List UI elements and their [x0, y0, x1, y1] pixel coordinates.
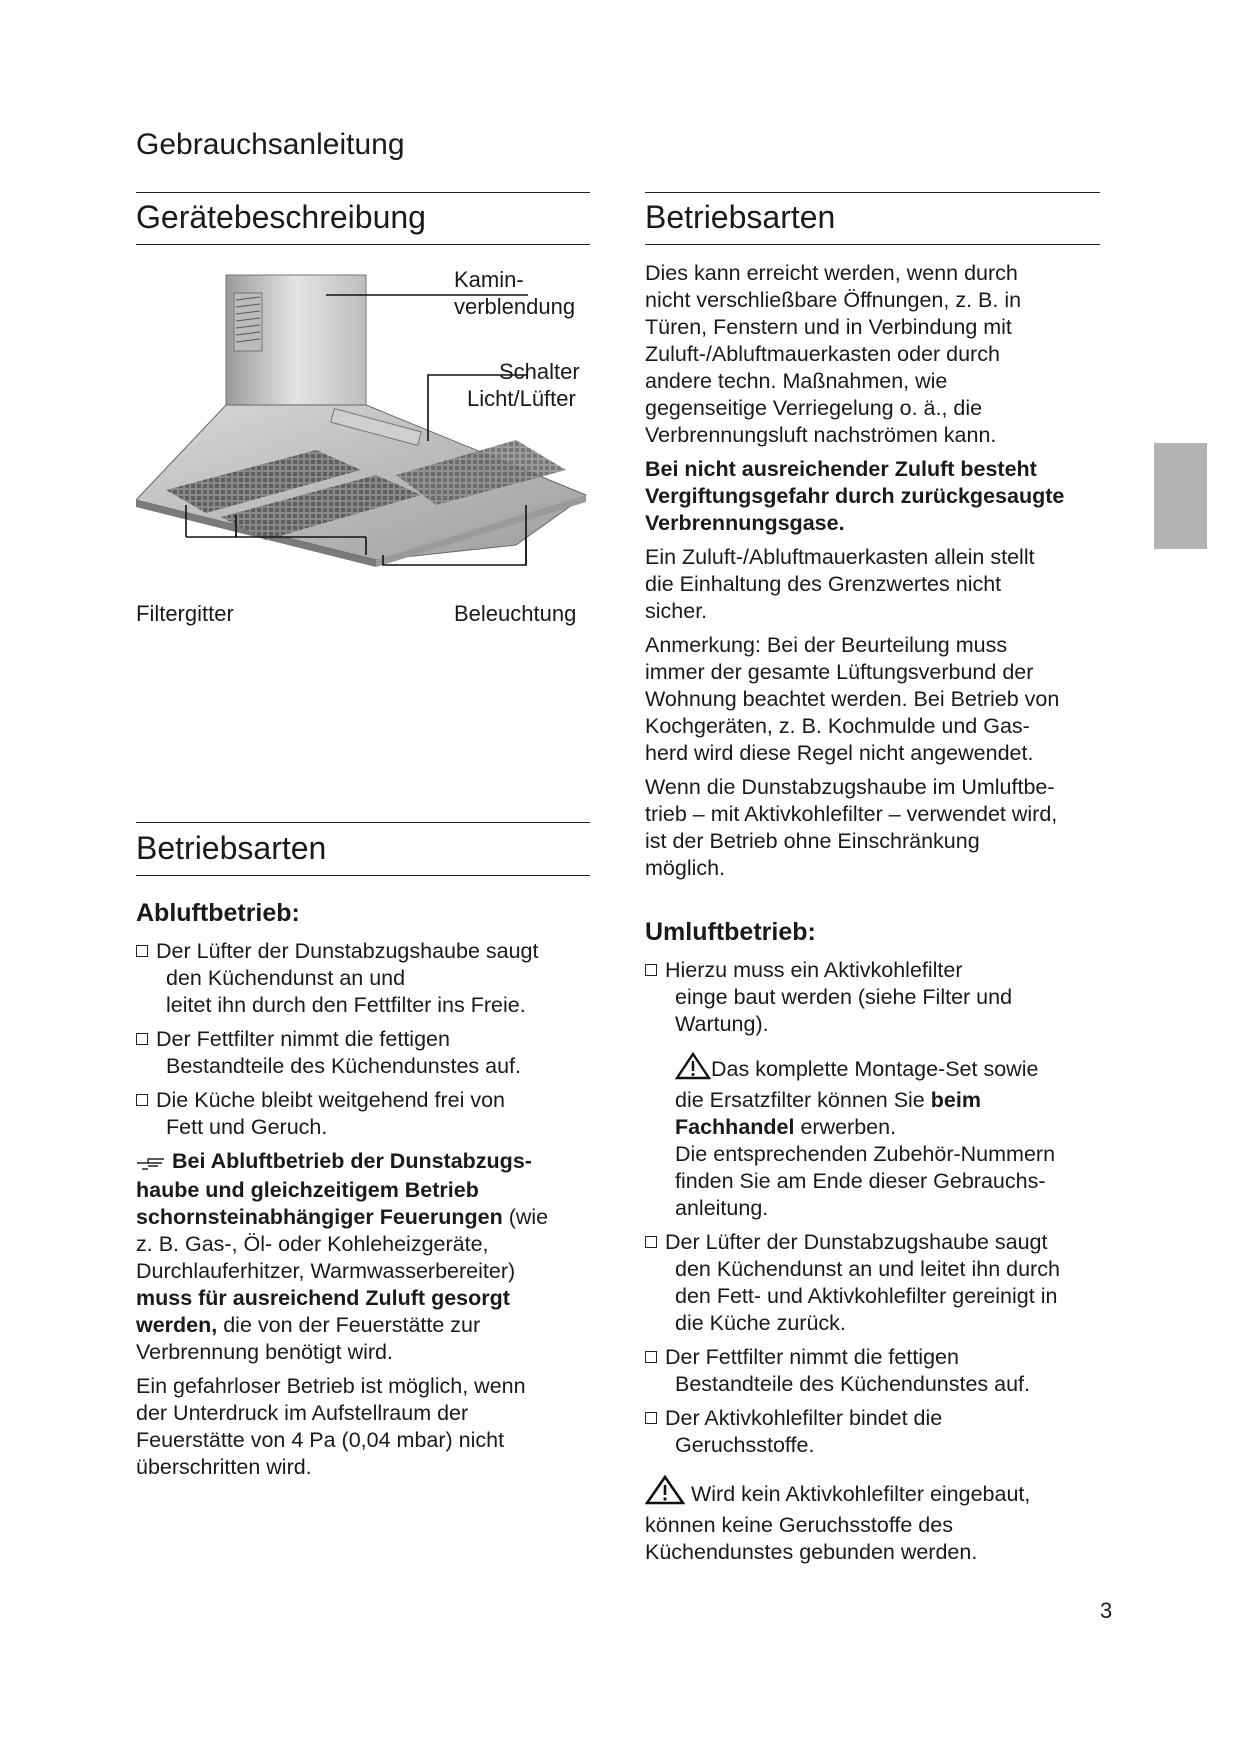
label-beleuchtung: Beleuchtung — [454, 601, 577, 626]
section-title-betriebsarten-right: Betriebsarten — [645, 199, 836, 235]
checkbox-icon — [645, 1412, 657, 1424]
final-warning: Wird kein Aktivkohlefilter eingebaut, können keine Geruchsstoffe des Küchendunstes gebunden werden. — [645, 1475, 1100, 1566]
paragraph-mauerkasten: Ein Zuluft-/Abluftmauerkasten allein stellt die Einhaltung des Grenzwertes nicht sicher. — [645, 545, 1035, 623]
pointing-hand-icon — [136, 1150, 166, 1177]
divider — [136, 244, 590, 245]
checkbox-icon — [136, 1094, 148, 1106]
list-item: Der Aktivkohlefilter bindet die Geruchsstoffe. — [645, 1405, 1100, 1459]
checkbox-icon — [645, 964, 657, 976]
side-section-tab — [1154, 443, 1207, 549]
divider — [136, 822, 590, 823]
warning-triangle-icon — [645, 1475, 685, 1512]
divider — [645, 192, 1100, 193]
list-item: Der Fettfilter nimmt die fettigen Bestandteile des Küchendunstes auf. — [645, 1344, 1100, 1398]
label-kaminverblendung-2: verblendung — [454, 294, 576, 319]
paragraph-anmerkung: Anmerkung: Bei der Beurteilung muss immer der gesamte Lüftungsverbund der Wohnung beachtet werden. Bei Betrieb von Kochgeräten, z. B. Kochmulde und Gas- herd wird diese Regel nicht angewendet. — [645, 633, 1060, 765]
left-column-text — [136, 899, 591, 1481]
right-column-text — [645, 260, 1100, 1566]
warning-triangle-icon — [675, 1052, 711, 1087]
document-title: Gebrauchsanleitung — [136, 128, 405, 161]
list-item: Die Küche bleibt weitgehend frei von Fett und Geruch. — [136, 1087, 591, 1141]
label-kaminverblendung-1: Kamin- — [454, 267, 524, 292]
warning-vergiftungsgefahr: Bei nicht ausreichender Zuluft besteht Vergiftungsgefahr durch zurückgesaugte Verbrennungsgase. — [645, 457, 1065, 535]
section-title-betriebsarten-left: Betriebsarten — [136, 830, 327, 866]
abluft-note: Bei Abluftbetrieb der Dunstabzugs- haube und gleichzeitigem Betrieb schornsteinabhängiger Feuerungen (wie z. B. Gas-, Öl- oder Kohleheizgeräte, Durchlauferhitzer, Warmwasserbereiter) muss für ausreichend Zuluft gesorgt werden, die von der Feuerstätte zur Verbrennung benötigt wird. — [136, 1149, 549, 1364]
section-title-geraetebeschreibung: Gerätebeschreibung — [136, 199, 426, 235]
list-item: Der Lüfter der Dunstabzugshaube saugt den Küchendunst an und leitet ihn durch den Fettfilter ins Freie. — [136, 938, 591, 1019]
list-item: Der Fettfilter nimmt die fettigen Bestandteile des Küchendunstes auf. — [136, 1026, 591, 1080]
list-item: Der Lüfter der Dunstabzugshaube saugt den Küchendunst an und leitet ihn durch den Fett- und Aktivkohlefilter gereinigt in die Küche zurück. — [645, 1229, 1100, 1337]
label-filtergitter: Filtergitter — [136, 601, 234, 626]
paragraph-umluftbetrieb-info: Wenn die Dunstabzugshaube im Umluftbe- trieb – mit Aktivkohlefilter – verwendet wird, ist der Betrieb ohne Einschränkung möglich. — [645, 775, 1058, 880]
paragraph-gefahrloser-betrieb: Ein gefahrloser Betrieb ist möglich, wenn der Unterdruck im Aufstellraum der Feuerstätte von 4 Pa (0,04 mbar) nicht überschritten wird. — [136, 1374, 526, 1479]
checkbox-icon — [136, 1033, 148, 1045]
page-number: 3 — [1100, 1598, 1113, 1623]
checkbox-icon — [645, 1236, 657, 1248]
paragraph-zuluft: Dies kann erreicht werden, wenn durch nicht verschließbare Öffnungen, z. B. in Türen, Fenstern und in Verbindung mit Zuluft-/Abluftmauerkasten oder durch andere techn. Maßnahmen, wie gegenseitige Verriegelung o. ä., die Verbrennungsluft nachströmen kann. — [645, 261, 1022, 447]
divider — [136, 875, 590, 876]
divider — [645, 244, 1100, 245]
umluft-heading: Umluftbetrieb: — [645, 918, 816, 946]
list-item: Hierzu muss ein Aktivkohlefilter einge baut werden (siehe Filter und Wartung). — [645, 957, 1100, 1038]
montage-set-note: Das komplette Montage-Set sowie die Ersatzfilter können Sie beim Fachhandel erwerben. Die entsprechenden Zubehör-Nummern finden Sie am Ende dieser Gebrauchs- anleitung. — [645, 1052, 1100, 1222]
divider — [136, 192, 590, 193]
abluft-heading: Abluftbetrieb: — [136, 899, 300, 927]
label-schalter-2: Licht/Lüfter — [467, 386, 576, 411]
checkbox-icon — [136, 945, 148, 957]
checkbox-icon — [645, 1351, 657, 1363]
label-schalter-1: Schalter — [499, 359, 580, 384]
